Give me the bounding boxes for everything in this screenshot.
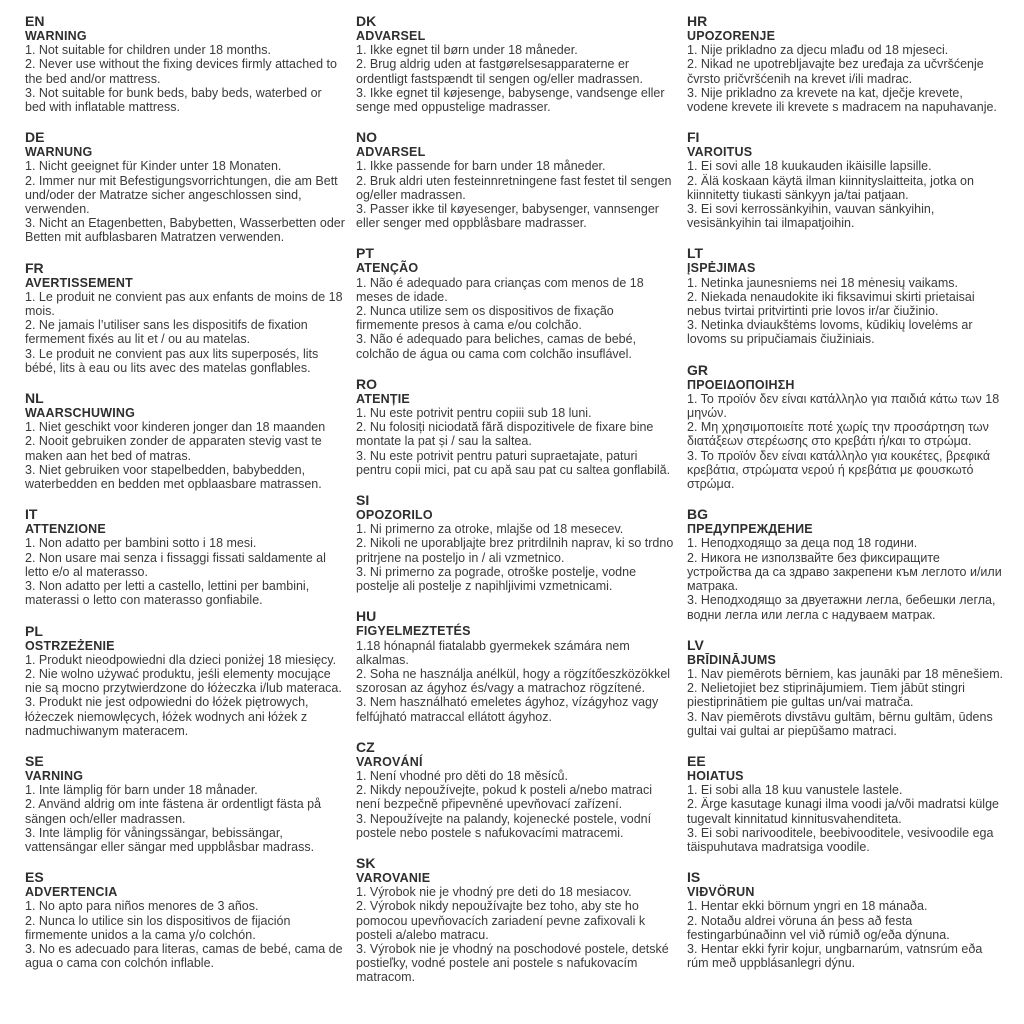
language-code: NL — [25, 390, 44, 407]
language-code: BG — [687, 506, 708, 523]
warning-item: 1. Nu este potrivit pentru copiii sub 18 luni. — [356, 406, 592, 421]
warning-header: ADVARSEL — [356, 29, 426, 43]
language-section-it — [25, 507, 345, 607]
warning-item: 2. Soha ne használja anélkül, hogy a rögzítőeszközökkel szorosan az ágyhoz és/vagy a matrachoz rögzítené. — [356, 666, 671, 696]
warning-item: 3. Výrobok nie je vhodný na poschodové postele, detské postieľky, vodné postele ani postele s nafukovacím matracom. — [356, 941, 669, 985]
language-code: LV — [687, 636, 704, 653]
warning-item: 1. Nav piemērots bērniem, kas jaunāki par 18 mēnešiem. — [687, 666, 1004, 681]
warning-header: VARNING — [25, 768, 84, 783]
warning-item: 2. Never use without the fixing devices firmly attached to the bed and/or mattress. — [25, 57, 337, 86]
warning-header: WAARSCHUWING — [25, 406, 136, 421]
warning-item: 1.18 hónapnál fiatalabb gyermekek számára nem alkalmas. — [356, 638, 630, 667]
warning-header: ADVERTENCIA — [25, 885, 118, 900]
language-code: IT — [25, 506, 38, 523]
language-code: EE — [687, 752, 706, 769]
language-code: PT — [356, 245, 374, 262]
warning-item: 1. Ei sovi alle 18 kuukauden ikäisille lapsille. — [687, 159, 932, 174]
language-code: SK — [356, 854, 376, 871]
warning-header: ATENÇÃO — [356, 261, 419, 276]
language-section-pt — [356, 246, 676, 360]
warning-header: UPOZORENJE — [687, 29, 776, 43]
warning-item: 1. Non adatto per bambini sotto i 18 mesi. — [25, 536, 257, 551]
language-section-no — [356, 130, 676, 230]
warning-item: 1. Le produit ne convient pas aux enfants de moins de 18 mois. — [25, 289, 343, 319]
language-section-gr — [687, 363, 1007, 492]
warning-item: 2. Nie wolno używać produktu, jeśli elementy mocujące nie są mocno przytwierdzone do łóżeczka i/lub materaca. — [25, 666, 342, 696]
warning-item: 2. Använd aldrig om inte fästena är ordentligt fästa på sängen och/eller madrassen. — [25, 797, 322, 826]
warning-item: 2. Notaðu aldrei vöruna án þess að festa festingarbúnaðinn vel við rúmið og/eða dýnuna. — [687, 913, 950, 942]
warning-item: 1. Hentar ekki börnum yngri en 18 mánaða. — [687, 899, 928, 914]
language-code: NO — [356, 129, 377, 146]
warning-header: VAROVANIE — [356, 870, 431, 885]
warning-item: 2. Nu folosiți niciodată fără dispozitivele de fixare bine montate la pat și / sau la saltea. — [356, 420, 654, 449]
warning-header: HOIATUS — [687, 768, 744, 783]
language-code: FR — [25, 259, 44, 276]
warning-item: 1. Niet geschikt voor kinderen jonger dan 18 maanden — [25, 420, 326, 435]
language-code: PL — [25, 622, 43, 639]
language-code: HU — [356, 608, 377, 625]
language-code: LT — [687, 245, 704, 262]
warning-item: 1. Ikke passende for barn under 18 måneder. — [356, 159, 606, 174]
warning-item: 1. Ei sobi alla 18 kuu vanustele lastele. — [687, 783, 903, 798]
warning-item: 1. Inte lämplig för barn under 18 månader. — [25, 783, 258, 798]
warning-item: 3. Nu este potrivit pentru paturi supraetajate, paturi pentru copii mici, pat cu apă sau pat cu saltea gonflabilă. — [356, 448, 671, 477]
warning-item: 3. Non adatto per letti a castello, lettini per bambini, materassi o letto con materasso gonfiabile. — [25, 579, 310, 608]
warning-item: 3. Não é adequado para beliches, camas de bebé, colchão de água ou cama com colchão insuflável. — [356, 332, 637, 361]
warning-header: ATTENZIONE — [25, 522, 106, 537]
warning-item: 3. Ei sovi kerrossänkyihin, vauvan sänkyihin, vesisänkyihin tai ilmapatjoihin. — [687, 202, 935, 231]
language-code: DE — [25, 129, 45, 146]
warning-item: 3. Το προϊόν δεν είναι κατάλληλο για κουκέτες, βρεφικά κρεβάτια, στρώματα νερού ή κρεβάτια με φουσκωτό στρώμα. — [687, 448, 991, 492]
warning-item: 2. Brug aldrig uden at fastgørelsesapparaterne er ordentligt fastspændt til sengen og/eller madrassen. — [356, 57, 643, 86]
warning-item: 1. Το προϊόν δεν είναι κατάλληλο για παιδιά κάτω των 18 μηνών. — [687, 391, 1000, 421]
warning-header: ΠΡΟΕΙΔΟΠΟΙΗΣΗ — [687, 377, 795, 392]
language-code: CZ — [356, 738, 375, 755]
warning-item: 3. Passer ikke til køyesenger, babysenger, vannsenger eller senger med oppblåsbare madrasser. — [356, 202, 659, 231]
language-section-sk — [356, 856, 676, 985]
language-section-cz — [356, 740, 676, 840]
warning-item: 2. Nelietojiet bez stiprinājumiem. Tiem jābūt stingri piestiprinātiem pie gultas un/vai matrača. — [687, 681, 965, 710]
warning-item: 1. Nicht geeignet für Kinder unter 18 Monaten. — [25, 159, 282, 174]
warning-item: 2. Ne jamais l’utiliser sans les dispositifs de fixation fermement fixés au lit et / ou au matelas. — [25, 318, 308, 347]
warning-header: ADVARSEL — [356, 145, 426, 160]
warning-item: 2. Nikoli ne uporabljajte brez pritrdilnih naprav, ki so trdno pritrjene na posteljo in / ali vzmetnico. — [356, 536, 674, 565]
warning-item: 2. Nikdy nepoužívejte, pokud k posteli a/nebo matraci není bezpečně připevněné upevňovací zařízení. — [356, 783, 653, 812]
warning-item: 2. Výrobok nikdy nepoužívajte bez toho, aby ste ho pomocou upevňovacích zariadení pevne zafixovali k posteli a/alebo matracu. — [356, 899, 646, 942]
language-section-bg — [687, 507, 1007, 621]
language-code: SE — [25, 752, 44, 769]
warning-item: 3. Nem használható emeletes ágyhoz, vízágyhoz vagy felfújható matraccal ellátott ágyhoz. — [356, 695, 659, 724]
warning-header: WARNING — [25, 29, 87, 43]
warning-header: VIÐVÖRUN — [687, 885, 755, 900]
language-section-lv — [687, 638, 1007, 738]
language-code: SI — [356, 492, 370, 509]
warning-item: 3. Not suitable for bunk beds, baby beds, waterbed or bed with inflatable mattress. — [25, 85, 322, 115]
language-code: RO — [356, 375, 377, 392]
warning-item: 3. Nije prikladno za krevete na kat, dječje krevete, vodene krevete ili krevete s madracem na napuhavanje. — [687, 85, 997, 115]
warning-item: 2. Nooit gebruiken zonder de apparaten stevig vast te maken aan het bed of matras. — [25, 434, 322, 463]
warning-header: OPOZORILO — [356, 508, 433, 523]
warning-item: 1. Ni primerno za otroke, mlajše od 18 mesecev. — [356, 522, 624, 537]
language-section-hu — [356, 609, 676, 723]
warning-item: 2. Nunca utilize sem os dispositivos de fixação firmemente presos à cama e/ou colchão. — [356, 304, 614, 333]
column-2 — [356, 14, 676, 1001]
language-code: EN — [25, 13, 45, 29]
language-section-dk — [356, 14, 676, 114]
warning-item: 2. Älä koskaan käytä ilman kiinnityslaitteita, jotka on kiinnitetty tiukasti sänkyyn ja/tai patjaan. — [687, 173, 974, 202]
warning-item: 3. Ikke egnet til køjesenge, babysenge, vandsenge eller senge med oppustelige madrasser. — [356, 85, 665, 115]
warning-header: ATENȚIE — [356, 391, 410, 406]
language-code: FI — [687, 129, 700, 146]
language-code: DK — [356, 13, 377, 29]
warning-item: 2. Nikad ne upotrebljavajte bez uređaja za učvršćenje čvrsto pričvršćenih na krevet i/ili madrac. — [687, 57, 984, 86]
warning-item: 3. Nepoužívejte na palandy, kojenecké postele, vodní postele nebo postele s nafukovacími matracemi. — [356, 811, 652, 840]
warning-item: 2. Никога не използвайте без фиксиращите устройства да са здраво закрепени към леглото и/или матрака. — [687, 550, 1002, 594]
warning-item: 3. Netinka dviaukštėms lovoms, kūdikių lovelėms ar lovoms su pripučiamais čiužiniais. — [687, 318, 973, 347]
warning-item: 2. Nunca lo utilice sin los dispositivos de fijación firmemente unidos a la cama y/o colchón. — [25, 913, 291, 942]
language-code: ES — [25, 869, 44, 886]
warning-item: 3. Inte lämplig för våningssängar, bebissängar, vattensängar eller sängar med uppblåsbar madrass. — [25, 825, 315, 854]
warning-header: VAROITUS — [687, 145, 753, 160]
language-section-si — [356, 493, 676, 593]
warning-header: VAROVÁNÍ — [356, 754, 423, 769]
warning-item: 1. Produkt nieodpowiedni dla dzieci poniżej 18 miesięcy. — [25, 652, 337, 667]
warning-item: 2. Ärge kasutage kunagi ilma voodi ja/või madratsi külge tugevalt kinnitatud kinnitusvahenditeta. — [687, 797, 999, 826]
warning-item: 1. Não é adequado para crianças com menos de 18 meses de idade. — [356, 275, 644, 304]
column-1 — [25, 14, 345, 1001]
warning-item: 3. No es adecuado para literas, camas de bebé, cama de agua o cama con colchón inflable. — [25, 941, 343, 971]
warning-header: WARNUNG — [25, 145, 93, 160]
language-section-fi — [687, 130, 1007, 230]
language-section-se — [25, 754, 345, 854]
warning-item: 1. Ikke egnet til børn under 18 måneder. — [356, 43, 578, 58]
language-code: GR — [687, 361, 708, 378]
warning-item: 3. Produkt nie jest odpowiedni do łóżek piętrowych, łóżeczek niemowlęcych, łóżek wodnych ani łóżek z nadmuchiwanym materacem. — [25, 695, 309, 738]
warning-item: 3. Nav piemērots divstāvu gultām, bērnu gultām, ūdens gultai vai gultai ar piepūšamo matraci. — [687, 709, 993, 738]
language-section-ro — [356, 377, 676, 477]
warning-item: 1. No apto para niños menores de 3 años. — [25, 899, 259, 914]
language-section-pl — [25, 624, 345, 738]
language-section-es — [25, 870, 345, 970]
warning-item: 1. Není vhodné pro děti do 18 měsíců. — [356, 768, 568, 783]
warning-item: 3. Hentar ekki fyrir kojur, ungbarnarúm, vatnsrúm eða rúm með uppblásanlegri dýnu. — [687, 941, 983, 971]
warning-item: 1. Неподходящо за деца под 18 години. — [687, 536, 918, 551]
warning-header: ПРЕДУПРЕЖДЕНИЕ — [687, 522, 813, 537]
warning-item: 3. Неподходящо за двуетажни легла, бебешки легла, водни легла или легла с надуваем матрак. — [687, 593, 996, 622]
warning-item: 1. Not suitable for children under 18 months. — [25, 43, 271, 58]
warning-item: 2. Immer nur mit Befestigungsvorrichtungen, die am Bett und/oder der Matratze sicher angeschlossen sind, verwenden. — [25, 173, 338, 217]
language-section-de — [25, 130, 345, 244]
warning-header: FIGYELMEZTETÉS — [356, 624, 471, 639]
warning-item: 3. Niet gebruiken voor stapelbedden, babybedden, waterbedden en bedden met opblaasbare matrassen. — [25, 462, 322, 492]
language-section-is — [687, 870, 1007, 970]
warning-header: ĮSPĖJIMAS — [687, 261, 756, 276]
warning-item: 2. Μη χρησιμοποιείτε ποτέ χωρίς την προσάρτηση των διατάξεων στερέωσης στο κρεβάτι ή/και το στρώμα. — [687, 420, 989, 449]
language-code: IS — [687, 869, 701, 886]
warning-item: 3. Ei sobi narivooditele, beebivooditele, vesivoodile ega täispuhutava madratsiga voodile. — [687, 825, 994, 854]
column-3 — [687, 14, 1007, 1001]
warning-header: AVERTISSEMENT — [25, 275, 133, 290]
warning-header: OSTRZEŻENIE — [25, 638, 115, 653]
language-section-nl — [25, 391, 345, 491]
warning-item: 1. Nije prikladno za djecu mlađu od 18 mjeseci. — [687, 43, 949, 58]
warning-item: 2. Bruk aldri uten festeinnretningene fast festet til sengen og/eller madrassen. — [356, 173, 672, 202]
warning-item: 3. Nicht an Etagenbetten, Babybetten, Wasserbetten oder Betten mit aufblasbaren Matratzen verwenden. — [25, 216, 345, 245]
warning-item: 1. Netinka jaunesniems nei 18 mėnesių vaikams. — [687, 275, 958, 290]
language-section-lt — [687, 246, 1007, 346]
warning-item: 3. Le produit ne convient pas aux lits superposés, lits bébé, lits à eau ou lits avec des matelas gonflables. — [25, 346, 319, 375]
warning-header: BRĪDINĀJUMS — [687, 652, 777, 667]
language-code: HR — [687, 13, 708, 29]
warning-item: 2. Niekada nenaudokite iki fiksavimui skirti prietaisai nebus tvirtai pritvirtinti prie lovos ir/ar čiužinio. — [687, 289, 975, 319]
warning-item: 2. Non usare mai senza i fissaggi fissati saldamente al letto e/o al materasso. — [25, 550, 326, 579]
language-section-en — [25, 14, 345, 114]
language-section-fr — [25, 261, 345, 375]
warning-item: 3. Ni primerno za pograde, otroške postelje, vodne postelje ali postelje z napihljivimi vzmetnicami. — [356, 564, 637, 594]
language-section-ee — [687, 754, 1007, 854]
warning-item: 1. Výrobok nie je vhodný pre deti do 18 mesiacov. — [356, 885, 632, 900]
language-section-hr — [687, 14, 1007, 114]
